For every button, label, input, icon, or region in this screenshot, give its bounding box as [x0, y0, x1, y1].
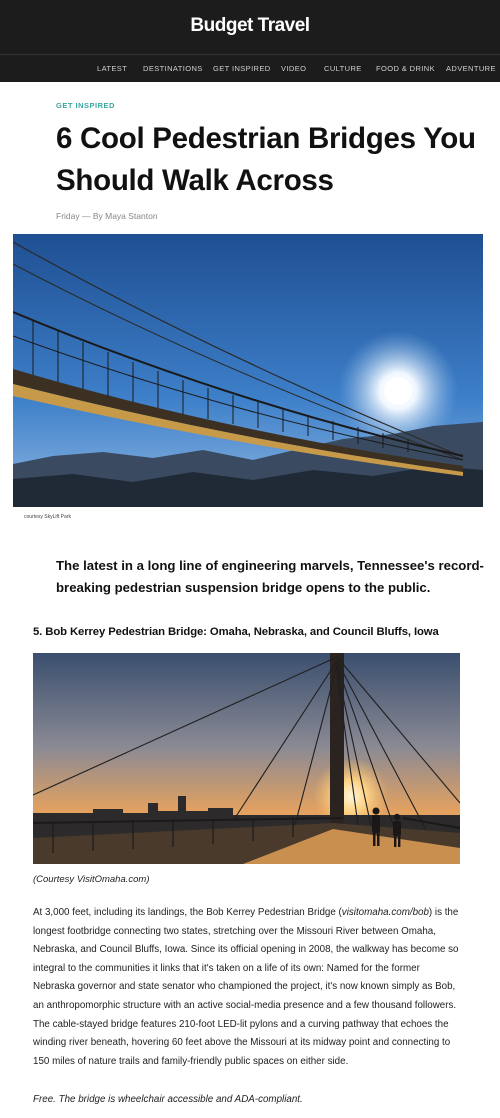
- nav-item-get-inspired[interactable]: GET INSPIRED: [213, 64, 271, 73]
- hero-photo-credit: courtesy SkyLift Park: [24, 514, 71, 520]
- article-byline: Friday — By Maya Stanton: [56, 211, 158, 221]
- nav-item-destinations[interactable]: DESTINATIONS: [143, 64, 203, 73]
- article-category[interactable]: GET INSPIRED: [56, 101, 115, 110]
- section-photo-credit: (Courtesy VisitOmaha.com): [33, 874, 150, 885]
- article-dek: The latest in a long line of engineering marvels, Tennessee's record-breaking pedestrian suspension bridge opens to the public.: [56, 558, 484, 595]
- nav-item-adventure[interactable]: ADVENTURE: [446, 64, 496, 73]
- site-logo[interactable]: Budget Travel: [190, 15, 310, 36]
- section-note: Free. The bridge is wheelchair accessible and ADA-compliant.: [33, 1094, 303, 1105]
- nav-item-culture[interactable]: CULTURE: [324, 64, 362, 73]
- nav-item-video[interactable]: VIDEO: [281, 64, 307, 73]
- body-text-rest: ) is the longest footbridge connecting two states, stretching over the Missouri River between Omaha, Nebraska, and Council Bluffs, Iowa. Since its official opening in 2008, the walkway has become so integral to the communities it links that it's taken on a life of its own: Named for the former Nebraska governor and state senator who championed the project, it's now known simply as Bob, an anthropomorphic structure with an active social-media presence and a few thousand followers. The cable-stayed bridge features 210-foot LED-lit pylons and a curving pathway that echoes the winding river beneath, hovering 60 feet above the Missouri at its midway point and connecting to 150 miles of nature trails and family-friendly public spaces on either side.: [33, 907, 459, 1067]
- section-body: [33, 904, 463, 1071]
- body-text-start: At 3,000 feet, including its landings, the Bob Kerrey Pedestrian Bridge (: [33, 907, 342, 918]
- body-link[interactable]: visitomaha.com/bob: [341, 907, 429, 918]
- article-title: 6 Cool Pedestrian Bridges You Should Walk Across: [56, 122, 476, 197]
- hero-image: [13, 234, 483, 507]
- section-photo: [33, 653, 460, 864]
- site-header: [0, 0, 500, 54]
- nav-item-food-drink[interactable]: FOOD & DRINK: [376, 64, 435, 73]
- section-heading: 5. Bob Kerrey Pedestrian Bridge: Omaha, Nebraska, and Council Bluffs, Iowa: [33, 626, 439, 638]
- nav-item-latest[interactable]: LATEST: [97, 64, 128, 73]
- main-nav: [0, 54, 500, 82]
